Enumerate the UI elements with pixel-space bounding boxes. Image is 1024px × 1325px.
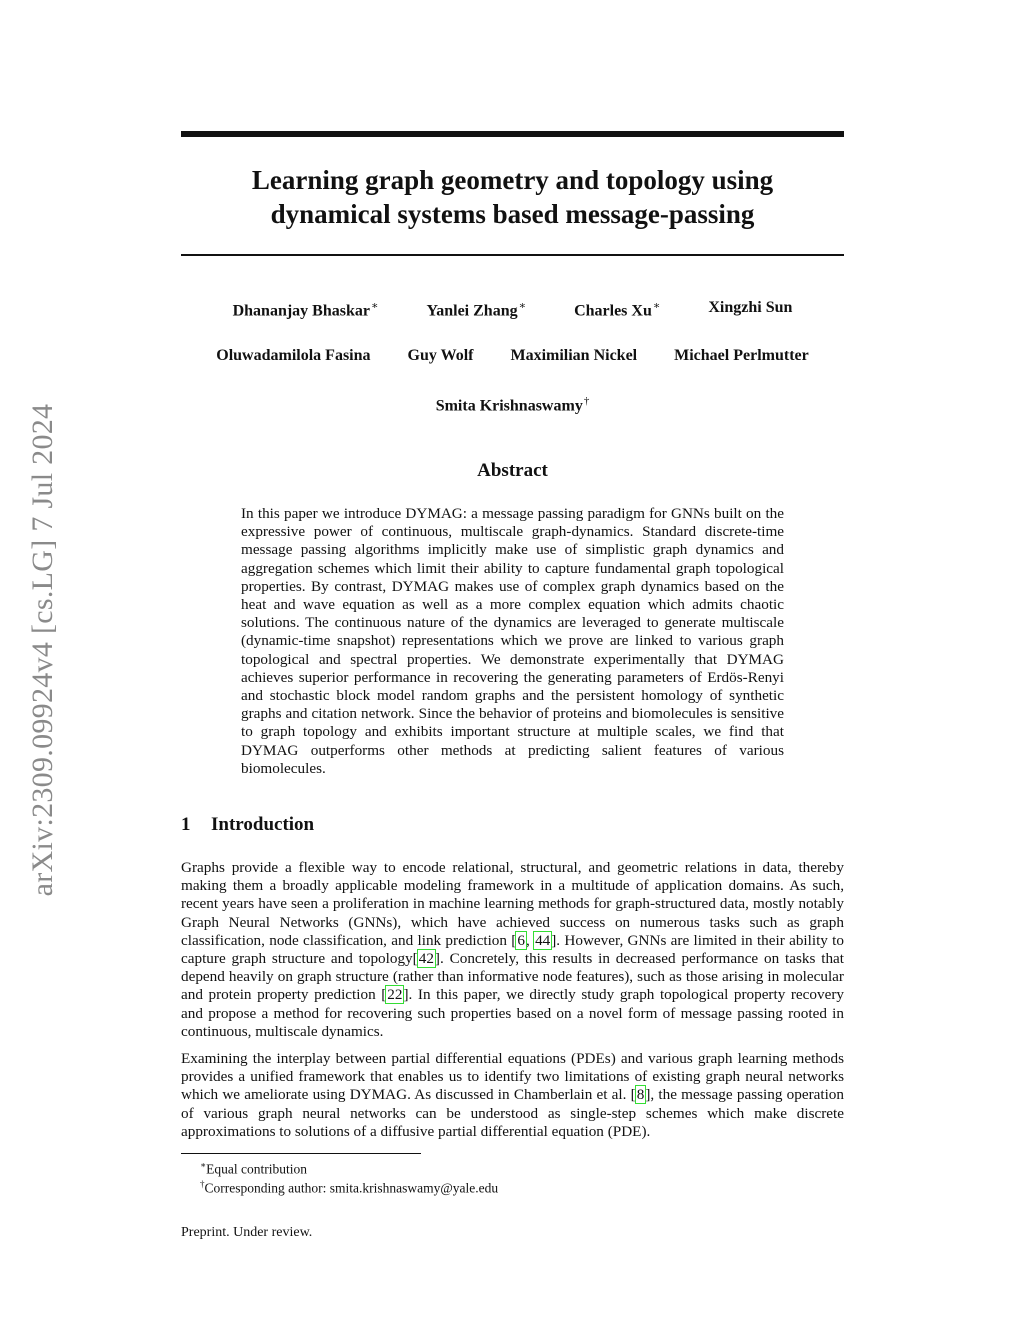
author-row-3 (181, 395, 844, 415)
citation-link[interactable]: 44 (535, 931, 551, 949)
author-mark: ∗ (652, 300, 661, 312)
footnote-corresponding-author (200, 1176, 498, 1197)
footnote-equal-contribution (200, 1157, 307, 1178)
author-row-2 (181, 347, 844, 365)
paragraph-text: ]. However, GNNs are limited in their ability to capture graph structure and topology[ (181, 931, 845, 968)
abstract-text: In this paper we introduce DYMAG: a message passing paradigm for GNNs built on the expressive power of continuous, multiscale graph-dynamics. Standard discrete-time message passing algorithms implicitly make use of simplistic graph dynamics and aggregation schemes which limit their ability to capture fundamental graph topological properties. By contrast, DYMAG makes use of complex graph dynamics based on the heat and wave equation as well as a more complex equation which admits chaotic solutions. The continuous nature of the dynamics are leveraged to generate multiscale (dynamic-time snapshot) representations which we prove are linked to various graph topological and spectral properties. We demonstrate experimentally that DYMAG achieves superior performance in recovering the generating parameters of Erdös-Renyi and stochastic block model random graphs and the persistent homology of synthetic graphs and citation network. Since the behavior of proteins and biomolecules is sensitive to graph topology and exhibits important structure at multiple scales, we find that DYMAG outperforms other methods at predicting salient features of various biomolecules. (241, 505, 784, 777)
paragraph-text: Examining the interplay between partial differential equations (PDEs) and various graph learning methods provides a unified framework that enables us to identify two limitations of existing graph neural networks which we ameliorate using DYMAG. As discussed in Chamberlain et al. [ (181, 1050, 844, 1104)
arxiv-stamp: arXiv:2309.09924v4 [cs.LG] 7 Jul 2024 (26, 403, 59, 897)
citation-link[interactable]: 8 (636, 1086, 645, 1104)
footnote-text: Corresponding author: smita.krishnaswamy@yale.edu (204, 1180, 499, 1196)
author (574, 299, 660, 320)
author-name: Charles Xu (574, 302, 652, 320)
author-name: Dhananjay Bhaskar (232, 302, 370, 320)
citation-link[interactable]: 6 (517, 931, 525, 949)
author-row-1 (181, 299, 844, 320)
author (426, 299, 526, 320)
author: Oluwadamilola Fasina (216, 347, 371, 364)
citation-separator: , (525, 931, 535, 949)
author: Michael Perlmutter (674, 347, 809, 364)
preprint-note: Preprint. Under review. (181, 1225, 313, 1240)
title-rule-top (181, 131, 844, 137)
author (708, 299, 792, 320)
author-name: Xingzhi Sun (708, 299, 793, 316)
footnote-text: Equal contribution (206, 1161, 307, 1177)
footnote-mark: † (200, 1179, 205, 1189)
section-heading (181, 814, 314, 836)
section-number: 1 (181, 814, 191, 835)
paper-title (181, 163, 844, 231)
author-mark: ∗ (518, 300, 527, 312)
author-mark: ∗ (370, 300, 379, 312)
paragraph-text: ]. In this paper, we directly study graph topological property recovery and propose a method for recovering such properties based on a novel form of message passing rooted in continuous, multiscale dynamics. (181, 986, 844, 1040)
author-name: Smita Krishnaswamy (435, 397, 583, 415)
author: Maximilian Nickel (510, 347, 638, 364)
footnote-rule (181, 1153, 421, 1154)
intro-paragraph-2 (181, 1050, 844, 1141)
intro-paragraph-1 (181, 859, 844, 1041)
citation-link[interactable]: 22 (387, 986, 403, 1004)
paragraph-text: ], the message passing operation of various graph neural networks can be understood as single-step schemes which make discrete approximations to solutions of a diffusive partial differential equation (PDE). (181, 1086, 844, 1140)
citation-link[interactable]: 42 (418, 950, 434, 968)
paragraph-text: ]. Concretely, this results in decreased performance on tasks that depend heavily on graph structure (rather than informative node features), such as those arising in molecular and protein property prediction [ (181, 950, 845, 1004)
title-line-1: Learning graph geometry and topology using (251, 165, 774, 195)
author (436, 395, 590, 415)
author-mark: † (583, 395, 590, 407)
author-name: Yanlei Zhang (426, 302, 518, 320)
paragraph-text: Graphs provide a flexible way to encode relational, structural, and geometric relations in data, thereby making them a broadly applicable modeling framework in a multitude of application domains. As such, recent years have seen a proliferation in machine learning methods for graph-structured data, mostly notably Graph Neural Networks (GNNs), which have achieved success on numerous tasks such as graph classification, node classification, and link prediction [ (181, 859, 844, 949)
abstract-heading: Abstract (477, 460, 548, 481)
author: Guy Wolf (407, 347, 474, 364)
author (233, 299, 379, 320)
title-rule-bottom (181, 254, 844, 256)
footnote-mark: ∗ (200, 1160, 207, 1170)
section-title: Introduction (211, 814, 315, 835)
title-line-2: dynamical systems based message-passing (270, 199, 755, 229)
